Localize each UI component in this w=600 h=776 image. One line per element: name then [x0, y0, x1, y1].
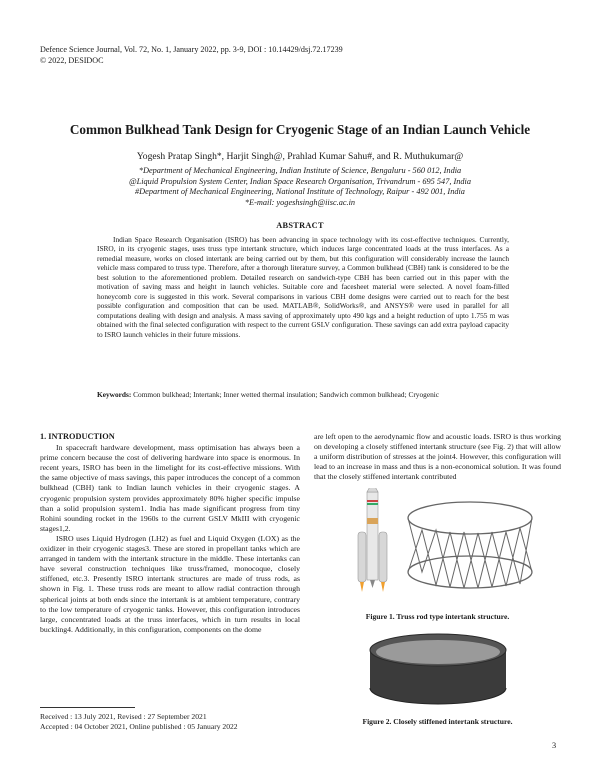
email: *E-mail: yogeshsingh@iisc.ac.in [244, 197, 356, 207]
journal-citation: Defence Science Journal, Vol. 72, No. 1, January 2022, pp. 3-9, DOI : 10.14429/dsj.72.17239 [40, 45, 343, 54]
right-column-text: are left open to the aerodynamic flow and acoustic loads. ISRO is thus working on developing a closely stiffened intertank structure (see Fig. 2) that will allow a uniform distribution of stresses at the joint4. However, this configuration will lead to an increase in mass and thus is a non-economical solution. It was found that the closely stiffened intertank contributed [314, 432, 561, 482]
footnote-rule [40, 707, 135, 708]
affiliation-2: @Liquid Propulsion System Center, Indian Space Research Organisation, Trivandrum - 695 547, India [128, 176, 472, 186]
page-number: 3 [552, 741, 557, 750]
stiffened-ring-illustration [370, 634, 506, 704]
left-column [40, 432, 300, 635]
rocket-illustration [358, 488, 387, 592]
keywords-list: Common bulkhead; Intertank; Inner wetted thermal insulation; Sandwich common bulkhead; Cryogenic [133, 390, 440, 399]
affiliations [0, 166, 600, 208]
paper-title: Common Bulkhead Tank Design for Cryogenic Stage of an Indian Launch Vehicle [69, 122, 531, 137]
affiliation-3: #Department of Mechanical Engineering, National Institute of Technology, Raipur - 492 001, India [135, 187, 465, 196]
abstract-heading: ABSTRACT [276, 221, 324, 230]
received-revised: Received : 13 July 2021, Revised : 27 September 2021 [40, 712, 207, 721]
intro-paragraph-1: In spacecraft hardware development, mass optimisation has always been a prime concern because the cost of delivering hardware into space is enormous. In recent years, ISRO has been in the limelight for its cost-effective missions. With the same objective of mass savings, this paper introduces the concept of a common bulkhead (CBH) tank to Indian launch vehicles in their cryogenic stages. A cryogenic propulsion system provides approximately 80% higher specific impulse than a solid propulsion system1. India has made significant progress from tiny Rohini sounding rocket in the 1960s to the current GSLV MkIII with cryogenic stages1,2. [40, 443, 300, 533]
figure-2-caption: Figure 2. Closely stiffened intertank structure. [362, 717, 513, 726]
truss-ring-illustration [408, 502, 532, 588]
keywords [97, 390, 509, 399]
figure-1-image [330, 488, 545, 606]
keywords-label: Keywords: [97, 390, 132, 399]
affiliation-1: *Department of Mechanical Engineering, Indian Institute of Science, Bengaluru - 560 012, India [138, 166, 462, 175]
intro-paragraph-2: ISRO uses Liquid Hydrogen (LH2) as fuel and Liquid Oxygen (LOX) as the oxidizer in their cryogenic stages3. These are stored in propellant tanks which are arranged in tandem with the intertank structure in the middle. These intertanks can have several construction techniques like truss/framed, monocoque, closely stiffened, etc.3. Presently ISRO intertank structures are made of truss rods, as shown in Fig. 1. These truss rods are meant to allow radial contraction through spherical joints at both ends since the intertank is at ambient temperature, contrary to the low temperature of cryogenic tanks. However, this configuration introduces large, concentrated loads at the truss interfaces, which in turn results in local buckling4. Additionally, in this configuration, components on the dome [40, 533, 300, 634]
copyright: © 2022, DESIDOC [40, 56, 104, 65]
accepted-published: Accepted : 04 October 2021, Online published : 05 January 2022 [40, 721, 238, 731]
abstract-body: Indian Space Research Organisation (ISRO) has been advancing in space technology with its cost-effective techniques. Currently, ISRO, in its cryogenic stages, uses truss type intertank structure, which induces large concentrated loads at the truss interfaces. As a remedial measure, works on closed intertank are being carried out by them, but this configuration will considerably increase the launch vehicle mass compared to truss type. Therefore, after a thorough literature survey, a Common bulkhead (CBH) tank is considered to be the best solution to the aforementioned problem. Detailed research on sandwich-type CBH has been carried out in this paper with the motivation of saving mass and height in launch vehicles. Suitable core and facesheet material were selected. A novel foam-filled honeycomb core is suggested in this work. Several comparisons in various CBH dome designs were carried out to reach for the best possible configuration and composition that can be used. MATLAB®, SolidWorks®, and ANSYS® were used in parallel for all computations dealing with design and analysis. A mass saving of approximately upto 490 kgs and a height reduction of upto 1.755 m was obtained with the final selected configuration with respect to the current GSLV configuration. These savings can add extra payload capacity to ISRO launch vehicles in their future missions. [97, 235, 509, 339]
figure-2-image [330, 630, 545, 708]
publication-dates [40, 712, 238, 732]
authors: Yogesh Pratap Singh*, Harjit Singh@, Prahlad Kumar Sahu#, and R. Muthukumar@ [136, 151, 464, 162]
figure-1-caption: Figure 1. Truss rod type intertank structure. [365, 612, 510, 621]
section-heading: 1. INTRODUCTION [40, 432, 115, 441]
journal-header [40, 44, 343, 66]
